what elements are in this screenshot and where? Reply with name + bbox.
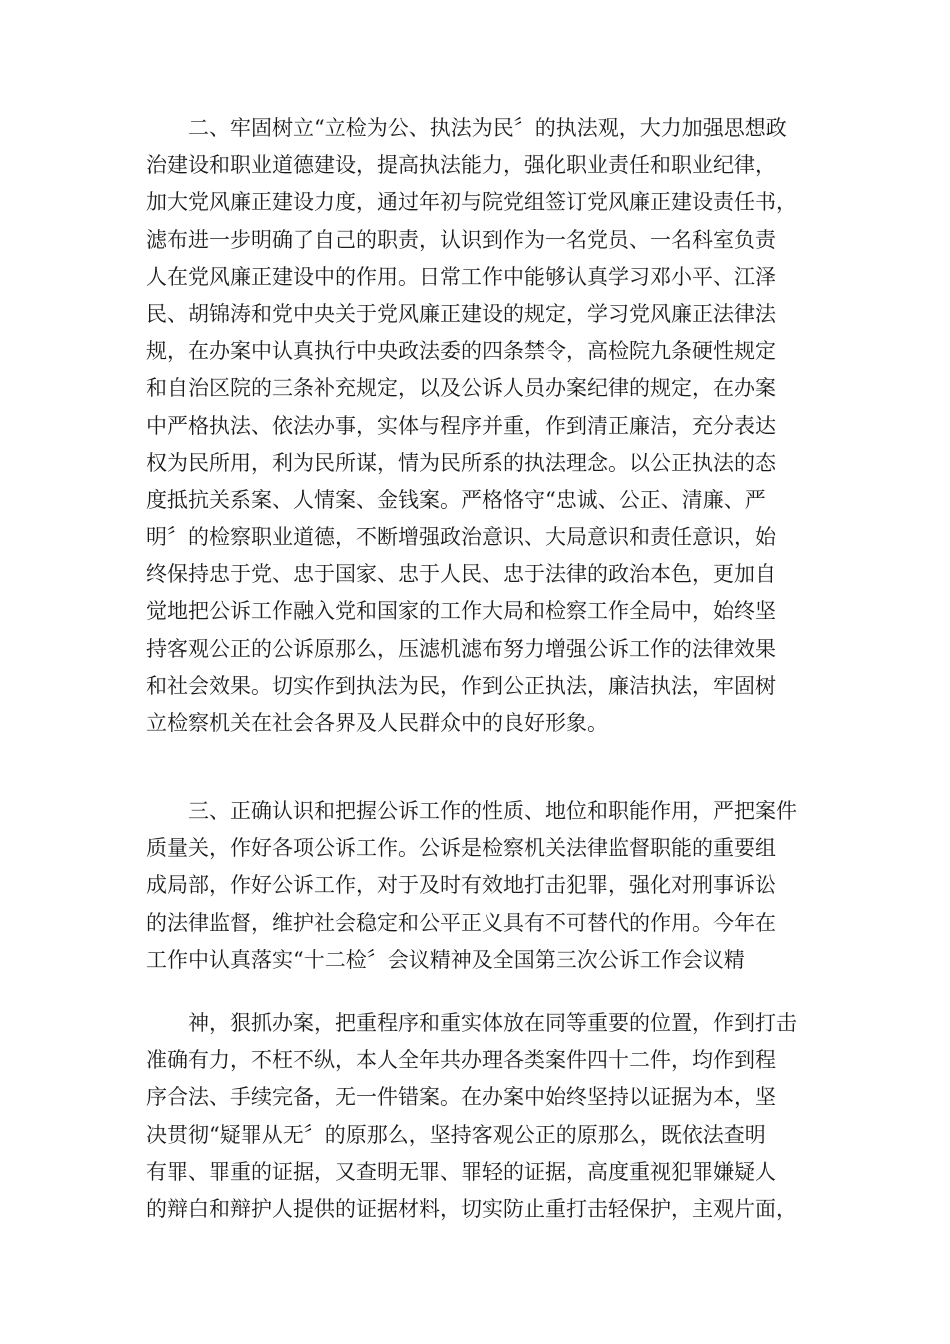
- text-line: 和自治区院的三条补充规定，以及公诉人员办案纪律的规定，在办案: [146, 376, 776, 401]
- text-line: 治建设和职业道德建设，提高执法能力，强化职业责任和职业纪律，: [146, 153, 776, 178]
- text-line: 明〞的检察职业道德，不断增强政治意识、大局意识和责任意识，始: [146, 525, 776, 550]
- text-line: 有罪、罪重的证据，又查明无罪、罪轻的证据，高度重视犯罪嫌疑人: [146, 1159, 776, 1184]
- text-line: 规，在办案中认真执行中央政法委的四条禁令，高检院九条硬性规定: [146, 339, 776, 364]
- text-line: 质量关，作好各项公诉工作。公诉是检察机关法律监督职能的重要组: [146, 836, 776, 861]
- text-line: 工作中认真落实“十二检〞会议精神及全国第三次公诉工作会议精: [146, 947, 745, 972]
- text-line: 成局部，作好公诉工作，对于及时有效地打击犯罪，强化对刑事诉讼: [146, 873, 776, 898]
- text-line: 序合法、手续完备，无一件错案。在办案中始终坚持以证据为本，坚: [146, 1085, 776, 1110]
- text-line: 和社会效果。切实作到执法为民，作到公正执法，廉洁执法，牢固树: [146, 673, 776, 698]
- text-line: 决贯彻“疑罪从无〞的原那么，坚持客观公正的原那么，既依法查明: [146, 1122, 766, 1147]
- text-line: 的法律监督，维护社会稳定和公平正义具有不可替代的作用。今年在: [146, 910, 776, 935]
- text-line: 三、正确认识和把握公诉工作的性质、地位和职能作用，严把案件: [188, 799, 797, 823]
- text-line: 二、牢固树立“立检为公、执法为民〞的执法观，大力加强思想政: [188, 116, 787, 140]
- text-line: 神，狠抓办案，把重程序和重实体放在同等重要的位置，作到打击: [188, 1011, 797, 1035]
- text-line: 民、胡锦涛和党中央关于党风廉正建设的规定，学习党风廉正法律法: [146, 301, 776, 326]
- text-line: 终保持忠于党、忠于国家、忠于人民、忠于法律的政治本色，更加自: [146, 562, 776, 587]
- text-line: 觉地把公诉工作融入党和国家的工作大局和检察工作全局中，始终坚: [146, 599, 776, 624]
- text-line: 度抵抗关系案、人情案、金钱案。严格恪守“忠诚、公正、清廉、严: [146, 487, 766, 512]
- text-line: 人在党风廉正建设中的作用。日常工作中能够认真学习邓小平、江泽: [146, 264, 776, 289]
- text-line: 加大党风廉正建设力度，通过年初与院党组签订党风廉正建设责任书，: [146, 190, 797, 215]
- text-line: 立检察机关在社会各界及人民群众中的良好形象。: [146, 711, 608, 735]
- text-line: 持客观公正的公诉原那么，压滤机滤布努力增强公诉工作的法律效果: [146, 636, 776, 661]
- text-line: 准确有力，不枉不纵，本人全年共办理各类案件四十二件，均作到程: [146, 1048, 776, 1073]
- text-line: 中严格执法、依法办事，实体与程序并重，作到清正廉洁，充分表达: [146, 413, 776, 438]
- text-line: 权为民所用，利为民所谋，情为民所系的执法理念。以公正执法的态: [146, 450, 776, 475]
- text-line: 滤布进一步明确了自己的职责，认识到作为一名党员、一名科室负责: [146, 227, 776, 252]
- paragraph-two: [146, 110, 806, 742]
- paragraph-four: [146, 1005, 806, 1228]
- paragraph-three: [146, 793, 806, 979]
- text-line: 的辩白和辩护人提供的证据材料，切实防止重打击轻保护，主观片面，: [146, 1196, 797, 1221]
